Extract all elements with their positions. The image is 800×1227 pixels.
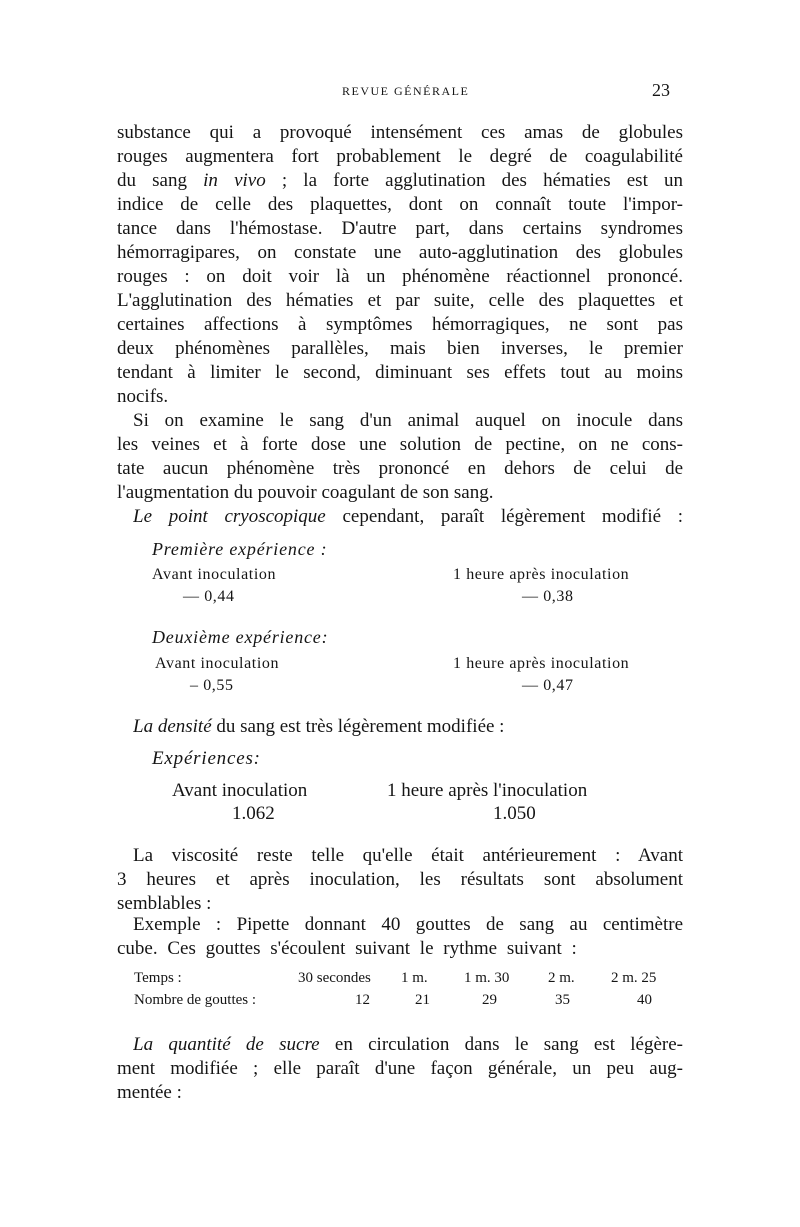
exp2-col2-label: 1 heure après inoculation xyxy=(453,655,630,672)
text-run: du sang est très légèrement modifiée : xyxy=(216,716,505,737)
sugar-lead xyxy=(133,1033,683,1057)
text-line: semblables : xyxy=(117,893,212,914)
row-label-drops: Nombre de gouttes : xyxy=(134,992,257,1008)
table-cell-time: 30 secondes xyxy=(298,970,371,986)
experiment-1-title: Première expérience : xyxy=(152,539,328,559)
cryoscopy-lead xyxy=(133,505,683,529)
text-line: hémorragipares, on constate une auto-agglutination des globules xyxy=(117,242,683,263)
table-cell-time: 2 m. xyxy=(548,970,575,986)
page-number: 23 xyxy=(652,80,670,100)
italic-term: in vivo xyxy=(203,170,266,191)
italic-term: Le point cryoscopique xyxy=(133,506,326,527)
text-line: Si on examine le sang d'un animal auquel on inocule dans xyxy=(133,410,683,431)
exp2-col2-value: — 0,47 xyxy=(522,677,574,694)
exp1-col2-label: 1 heure après inoculation xyxy=(453,566,630,583)
text-line: 3 heures et après inoculation, les résultats sont absolument xyxy=(117,869,683,890)
italic-term: La quantité de sucre xyxy=(133,1034,320,1055)
exp1-col2-value: — 0,38 xyxy=(522,588,574,605)
table-cell-drops: 12 xyxy=(355,992,370,1008)
text-line: La viscosité reste telle qu'elle était antérieurement : Avant xyxy=(133,845,683,866)
density-col1-label: Avant inoculation xyxy=(172,780,308,801)
running-head xyxy=(0,80,800,102)
text-line: les veines et à forte dose une solution de pectine, on ne cons- xyxy=(117,434,683,455)
text-line: rouges augmentera fort probablement le degré de coagulabilité xyxy=(117,146,683,167)
text-line: Exemple : Pipette donnant 40 gouttes de sang au centimètre xyxy=(133,914,683,935)
text-line: tance dans l'hémostase. D'autre part, dans certains syndromes xyxy=(117,218,683,239)
italic-term: La densité xyxy=(133,716,212,737)
running-title: REVUE GÉNÉRALE xyxy=(342,84,470,98)
text-run: ; la forte agglutination des hématies est un xyxy=(281,170,683,191)
text-run: en circulation dans le sang est légère- xyxy=(334,1034,683,1055)
table-cell-time: 1 m. 30 xyxy=(464,970,510,986)
density-lead xyxy=(133,715,683,739)
density-col1-value: 1.062 xyxy=(232,803,275,824)
text-run: cependant, paraît légèrement modifié : xyxy=(342,506,683,527)
text-line: L'agglutination des hématies et par suite, celle des plaquettes et xyxy=(117,290,683,311)
text-line: certaines affections à symptômes hémorragiques, ne sont pas xyxy=(117,314,683,335)
text-line: tendant à limiter le second, diminuant ses effets tout au moins xyxy=(117,362,683,383)
text-line xyxy=(117,169,683,193)
exp2-col1-label: Avant inoculation xyxy=(155,655,280,672)
table-cell-drops: 35 xyxy=(555,992,570,1008)
experiences-title: Expériences: xyxy=(152,748,261,769)
table-cell-time: 1 m. xyxy=(401,970,428,986)
text-line: indice de celle des plaquettes, dont on connaît toute l'impor- xyxy=(117,194,683,215)
text-run: du sang xyxy=(117,170,187,191)
table-cell-time: 2 m. 25 xyxy=(611,970,657,986)
text-line: l'augmentation du pouvoir coagulant de son sang. xyxy=(117,482,494,503)
density-col2-value: 1.050 xyxy=(493,803,536,824)
text-line: mentée : xyxy=(117,1082,182,1103)
text-line: rouges : on doit voir là un phénomène réactionnel prononcé. xyxy=(117,266,683,287)
experiment-2-title: Deuxième expérience: xyxy=(152,627,329,647)
text-line: nocifs. xyxy=(117,386,169,407)
density-col2-label: 1 heure après l'inoculation xyxy=(387,780,588,801)
exp1-col1-label: Avant inoculation xyxy=(152,566,277,583)
text-line: tate aucun phénomène très prononcé en dehors de celui de xyxy=(117,458,683,479)
row-label-time: Temps : xyxy=(134,970,182,986)
table-cell-drops: 40 xyxy=(637,992,652,1008)
exp1-col1-value: — 0,44 xyxy=(183,588,235,605)
table-cell-drops: 29 xyxy=(482,992,497,1008)
text-line: substance qui a provoqué intensément ces amas de globules xyxy=(117,122,683,143)
table-cell-drops: 21 xyxy=(415,992,430,1008)
text-line: ment modifiée ; elle paraît d'une façon générale, un peu aug- xyxy=(117,1058,683,1079)
exp2-col1-value: – 0,55 xyxy=(190,677,234,694)
text-line: cube. Ces gouttes s'écoulent suivant le rythme suivant : xyxy=(117,938,577,959)
text-line: deux phénomènes parallèles, mais bien inverses, le premier xyxy=(117,338,683,359)
